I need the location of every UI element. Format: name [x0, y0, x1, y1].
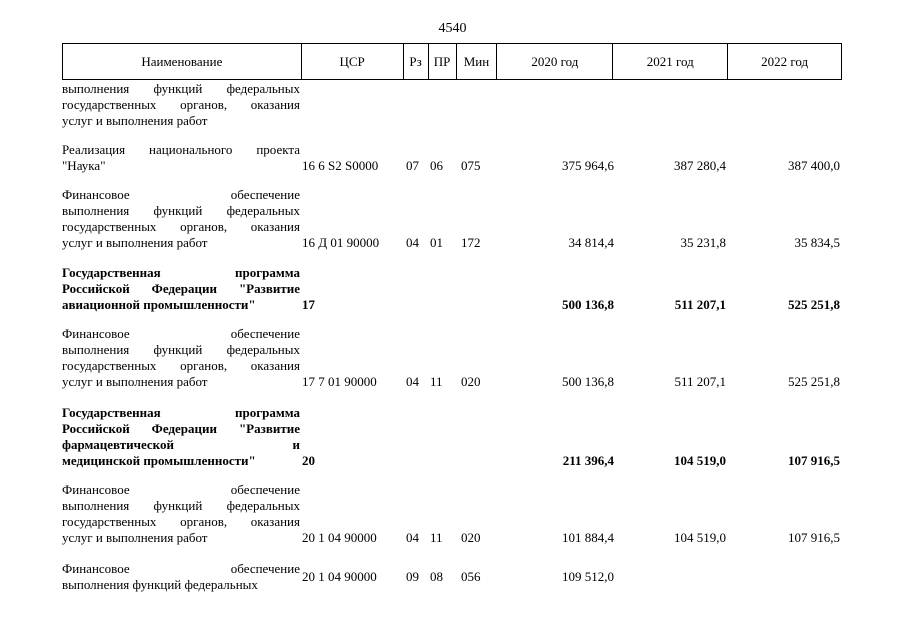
row-csr: 16 6 S2 S0000: [302, 158, 379, 173]
row-rz: 04: [406, 530, 419, 545]
row-2022: 387 400,0: [788, 158, 840, 173]
row-name: Финансовое обеспечение выполнения функций федеральных государственных органов, оказания услуг и выполнения работ: [62, 326, 300, 389]
row-2021: 104 519,0: [674, 530, 726, 545]
row-pr: 01: [430, 235, 443, 250]
row-2021: 104 519,0: [674, 453, 726, 468]
row-2020: 375 964,6: [562, 158, 614, 173]
header-name: Наименование: [63, 44, 302, 79]
header-pr: ПР: [429, 44, 457, 79]
row-pr: 11: [430, 374, 443, 389]
header-min: Мин: [457, 44, 498, 79]
row-rz: 07: [406, 158, 419, 173]
page-number: 4540: [438, 21, 467, 36]
row-rz: 04: [406, 235, 419, 250]
row-2022: 107 916,5: [788, 453, 840, 468]
row-2021: 511 207,1: [674, 297, 726, 312]
row-2020: 500 136,8: [562, 297, 614, 312]
header-rz: Рз: [404, 44, 429, 79]
row-name: Финансовое обеспечение выполнения функций федеральных государственных органов, оказания услуг и выполнения работ: [62, 187, 300, 250]
row-2022: 525 251,8: [788, 297, 840, 312]
row-2022: 107 916,5: [788, 530, 840, 545]
row-pr: 08: [430, 569, 443, 584]
row-min: 172: [461, 235, 481, 250]
row-name: выполнения функций федеральных государственных органов, оказания услуг и выполнения работ: [62, 81, 300, 128]
row-name: Реализация национального проекта "Наука": [62, 142, 300, 173]
row-2020: 211 396,4: [562, 453, 614, 468]
row-2020: 34 814,4: [568, 235, 614, 250]
row-2022: 35 834,5: [794, 235, 840, 250]
header-2021: 2021 год: [613, 44, 728, 79]
table-header: [62, 43, 842, 80]
header-2022: 2022 год: [761, 53, 809, 69]
row-csr: 17: [302, 297, 315, 312]
row-2020: 109 512,0: [562, 569, 614, 584]
header-2020: 2020 год: [497, 44, 613, 79]
row-pr: 11: [430, 530, 443, 545]
row-csr: 20: [302, 453, 315, 468]
row-rz: 04: [406, 374, 419, 389]
row-2022: 525 251,8: [788, 374, 840, 389]
row-csr: 20 1 04 90000: [302, 569, 377, 584]
row-min: 056: [461, 569, 481, 584]
row-csr: 17 7 01 90000: [302, 374, 377, 389]
row-pr: 06: [430, 158, 443, 173]
row-min: 075: [461, 158, 481, 173]
row-2021: 35 231,8: [680, 235, 726, 250]
row-name: Государственная программа Российской Федерации "Развитие фармацевтической и медицинской промышленности": [62, 405, 300, 468]
row-name: Финансовое обеспечение выполнения функций федеральных: [62, 561, 300, 592]
header-csr: ЦСР: [302, 44, 404, 79]
row-min: 020: [461, 374, 481, 389]
row-2020: 101 884,4: [562, 530, 614, 545]
row-2020: 500 136,8: [562, 374, 614, 389]
row-csr: 20 1 04 90000: [302, 530, 377, 545]
row-name: Финансовое обеспечение выполнения функций федеральных государственных органов, оказания услуг и выполнения работ: [62, 482, 300, 545]
row-2021: 387 280,4: [674, 158, 726, 173]
row-min: 020: [461, 530, 481, 545]
row-name: Государственная программа Российской Федерации "Развитие авиационной промышленности": [62, 265, 300, 312]
row-csr: 16 Д 01 90000: [302, 235, 380, 250]
row-rz: 09: [406, 569, 419, 584]
row-2021: 511 207,1: [674, 374, 726, 389]
